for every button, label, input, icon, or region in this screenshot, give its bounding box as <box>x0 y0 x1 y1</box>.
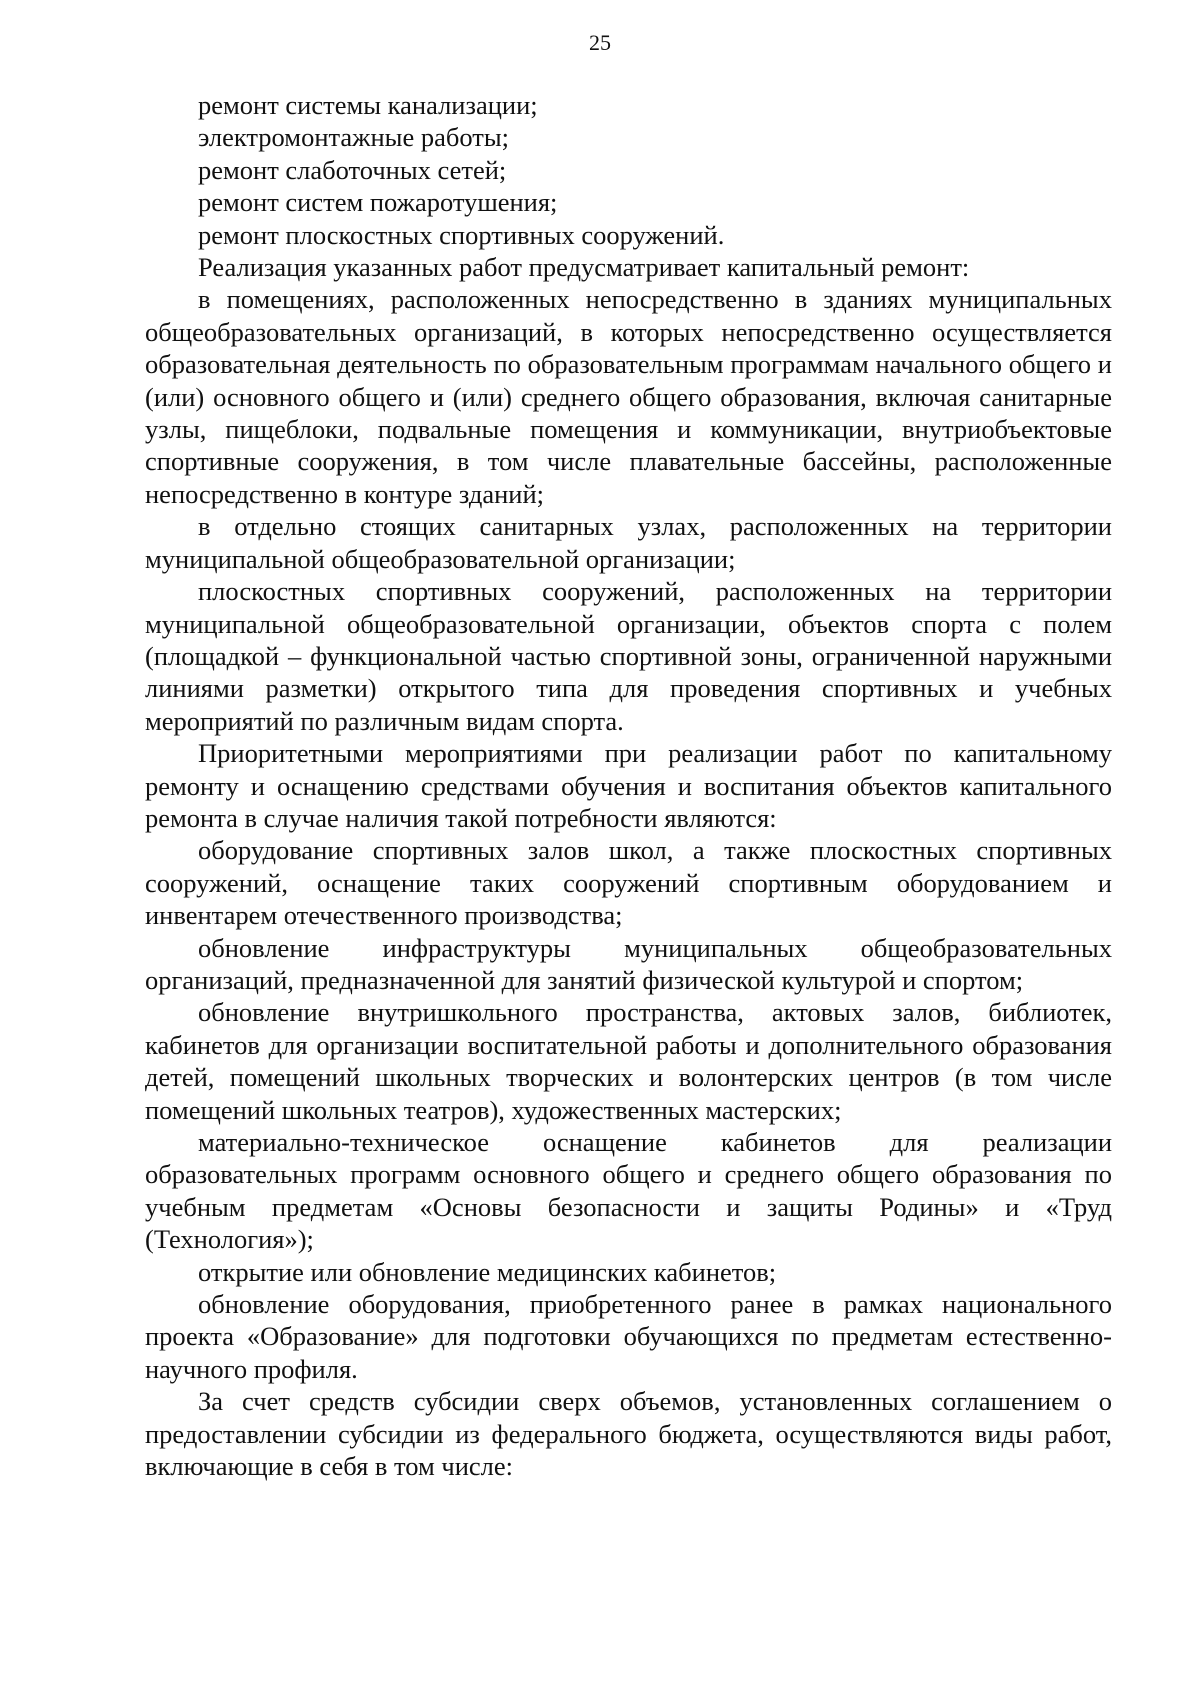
paragraph: За счет средств субсидии сверх объемов, установленных соглашением о предоставлении субсидии из федерального бюджета, осуществляются виды работ, включающие в себя в том числе: <box>145 1386 1112 1482</box>
document-body <box>145 89 1112 1482</box>
paragraph: материально-техническое оснащение кабинетов для реализации образовательных программ основного общего и среднего общего образования по учебным предметам «Основы безопасности и защиты Родины» и «Труд (Технология»); <box>145 1127 1112 1255</box>
paragraph: в помещениях, расположенных непосредственно в зданиях муниципальных общеобразовательных организаций, в которых непосредственно осуществляется образовательная деятельность по образовательным программам начального общего и (или) основного общего и (или) среднего общего образования, включая санитарные узлы, пищеблоки, подвальные помещения и коммуникации, внутриобъектовые спортивные сооружения, в том числе плавательные бассейны, расположенные непосредственно в контуре зданий; <box>145 284 1112 509</box>
paragraph: обновление оборудования, приобретенного ранее в рамках национального проекта «Образование» для подготовки обучающихся по предметам естественно-научного профиля. <box>145 1289 1112 1384</box>
paragraph: ремонт слаботочных сетей; <box>198 154 507 185</box>
paragraph: плоскостных спортивных сооружений, расположенных на территории муниципальной общеобразовательной организации, объектов спорта с полем (площадкой – функциональной частью спортивной зоны, ограниченной наружными линиями разметки) открытого типа для проведения спортивных и учебных мероприятий по различным видам спорта. <box>145 576 1112 736</box>
paragraph: ремонт плоскостных спортивных сооружений. <box>198 219 725 250</box>
paragraph: оборудование спортивных залов школ, а также плоскостных спортивных сооружений, оснащение таких сооружений спортивным оборудованием и инвентарем отечественного производства; <box>145 835 1112 931</box>
paragraph: Приоритетными мероприятиями при реализации работ по капитальному ремонту и оснащению средствами обучения и воспитания объектов капитального ремонта в случае наличия такой потребности являются: <box>145 738 1112 833</box>
paragraph: в отдельно стоящих санитарных узлах, расположенных на территории муниципальной общеобразовательной организации; <box>145 511 1112 574</box>
paragraph: открытие или обновление медицинских кабинетов; <box>198 1256 777 1287</box>
paragraph: электромонтажные работы; <box>198 122 509 153</box>
paragraph: ремонт систем пожаротушения; <box>198 187 558 218</box>
paragraph: Реализация указанных работ предусматривает капитальный ремонт: <box>198 252 970 283</box>
paragraph: обновление инфраструктуры муниципальных общеобразовательных организаций, предназначенной для занятий физической культурой и спортом; <box>145 932 1112 995</box>
paragraph: обновление внутришкольного пространства, актовых залов, библиотек, кабинетов для организации воспитательной работы и дополнительного образования детей, помещений школьных творческих и волонтерских центров (в том числе помещений школьных театров), художественных мастерских; <box>145 997 1112 1125</box>
page-number: 25 <box>589 30 611 55</box>
paragraph: ремонт системы канализации; <box>198 90 538 120</box>
